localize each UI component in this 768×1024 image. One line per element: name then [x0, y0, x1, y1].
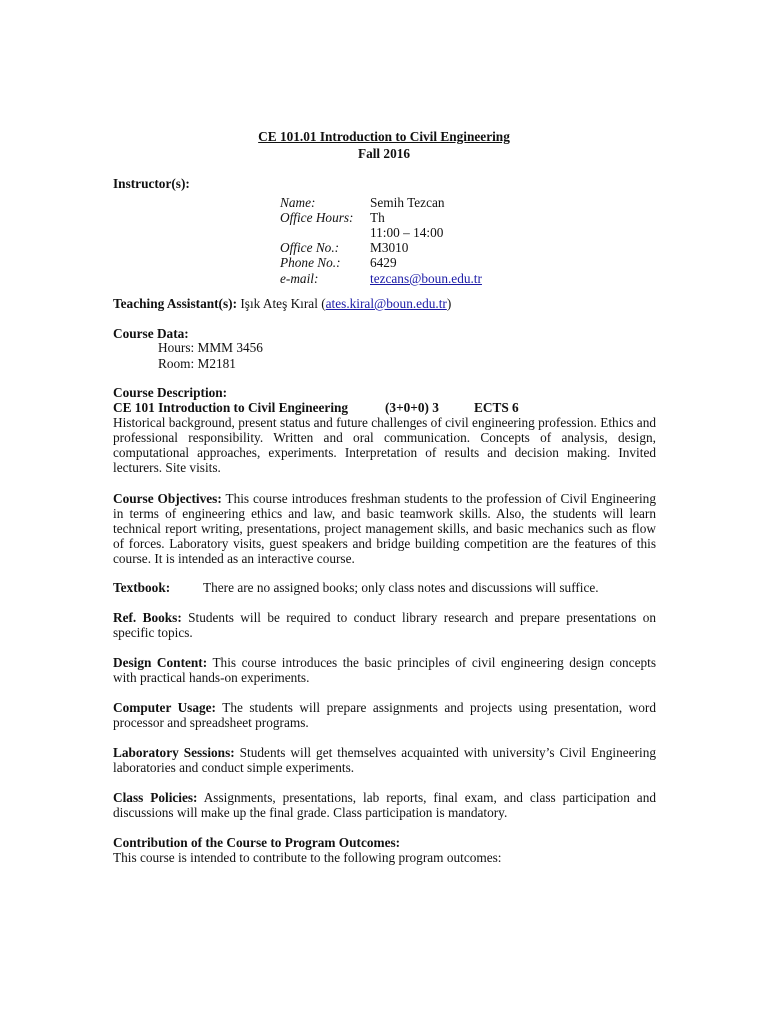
course-term: Fall 2016	[357, 146, 411, 161]
office-hours-time: 11:00 – 14:00	[370, 225, 444, 240]
contribution-text: This course is intended to contribute to the following program outcomes:	[113, 850, 502, 865]
lab-paragraph	[113, 745, 656, 775]
instructor-heading: Instructor(s):	[113, 176, 190, 191]
description-heading: Course Description:	[113, 385, 228, 400]
teaching-assistant-line	[113, 296, 451, 311]
objectives-text: This course introduces freshman students to the profession of Civil Engineering in terms of engineering ethics and law, and basic teamwork skills. Also, the students will learn technical report writing, presentations, project management skills, and basic mechanics such as flow of forces. Laboratory visits, guest speakers and bridge building competition are the features of this course. It is intended as an interactive course.	[113, 491, 656, 566]
lab-text: Students will get themselves acquainted with university’s Civil Engineering laboratories and conduct simple experiments.	[113, 745, 656, 775]
contribution-heading: Contribution of the Course to Program Outcomes:	[113, 835, 401, 850]
instructor-email-link[interactable]: tezcans@boun.edu.tr	[370, 271, 482, 286]
instructor-name: Semih Tezcan	[370, 195, 445, 210]
policies-text: Assignments, presentations, lab reports, final exam, and class participation and discussions will make up the final grade. Class participation is mandatory.	[113, 790, 656, 820]
objectives-label: Course Objectives:	[113, 491, 222, 506]
email-label: e-mail:	[280, 271, 319, 286]
lab-label: Laboratory Sessions:	[113, 745, 235, 760]
design-label: Design Content:	[113, 655, 208, 670]
office-hours-label: Office Hours:	[280, 210, 354, 225]
phone-number: 6429	[370, 255, 397, 270]
description-text: Historical background, present status and future challenges of civil engineering profession. Ethics and professional responsibility. Written and oral communication. Concepts of analysis, design, computational approaches, experiments. Interpretation of results and decision making. Invited lecturers. Site visits.	[113, 415, 656, 475]
policies-paragraph	[113, 790, 656, 820]
ta-name: Işık Ateş Kıral (	[240, 296, 326, 311]
ref-books-paragraph	[113, 610, 656, 640]
office-number-label: Office No.:	[280, 240, 340, 255]
ta-close-paren: )	[446, 296, 452, 311]
course-data-heading: Course Data:	[113, 326, 189, 341]
textbook-label: Textbook:	[113, 580, 171, 595]
description-course: CE 101 Introduction to Civil Engineering	[113, 400, 349, 415]
computer-paragraph	[113, 700, 656, 730]
office-number: M3010	[370, 240, 409, 255]
ref-books-text: Students will be required to conduct library research and prepare presentations on specific topics.	[113, 610, 657, 640]
design-paragraph	[113, 655, 656, 685]
office-hours-day: Th	[370, 210, 385, 225]
computer-label: Computer Usage:	[113, 700, 216, 715]
design-text: This course introduces the basic principles of civil engineering design concepts with practical hands-on experiments.	[113, 655, 656, 685]
description-credits: (3+0+0) 3	[385, 400, 439, 415]
course-hours: Hours: MMM 3456	[158, 340, 263, 355]
course-title: CE 101.01 Introduction to Civil Engineering	[258, 129, 510, 144]
course-room: Room: M2181	[158, 356, 236, 371]
policies-label: Class Policies:	[113, 790, 198, 805]
computer-text: The students will prepare assignments and projects using presentation, word processor and spreadsheet programs.	[113, 700, 656, 730]
textbook-text: There are no assigned books; only class notes and discussions will suffice.	[203, 580, 599, 595]
ref-books-label: Ref. Books:	[113, 610, 182, 625]
instructor-name-label: Name:	[280, 195, 316, 210]
phone-label: Phone No.:	[280, 255, 341, 270]
ta-label: Teaching Assistant(s):	[113, 296, 238, 311]
ta-email-link[interactable]: ates.kiral@boun.edu.tr	[325, 296, 447, 311]
description-ects: ECTS 6	[474, 400, 519, 415]
objectives-paragraph	[113, 491, 656, 566]
